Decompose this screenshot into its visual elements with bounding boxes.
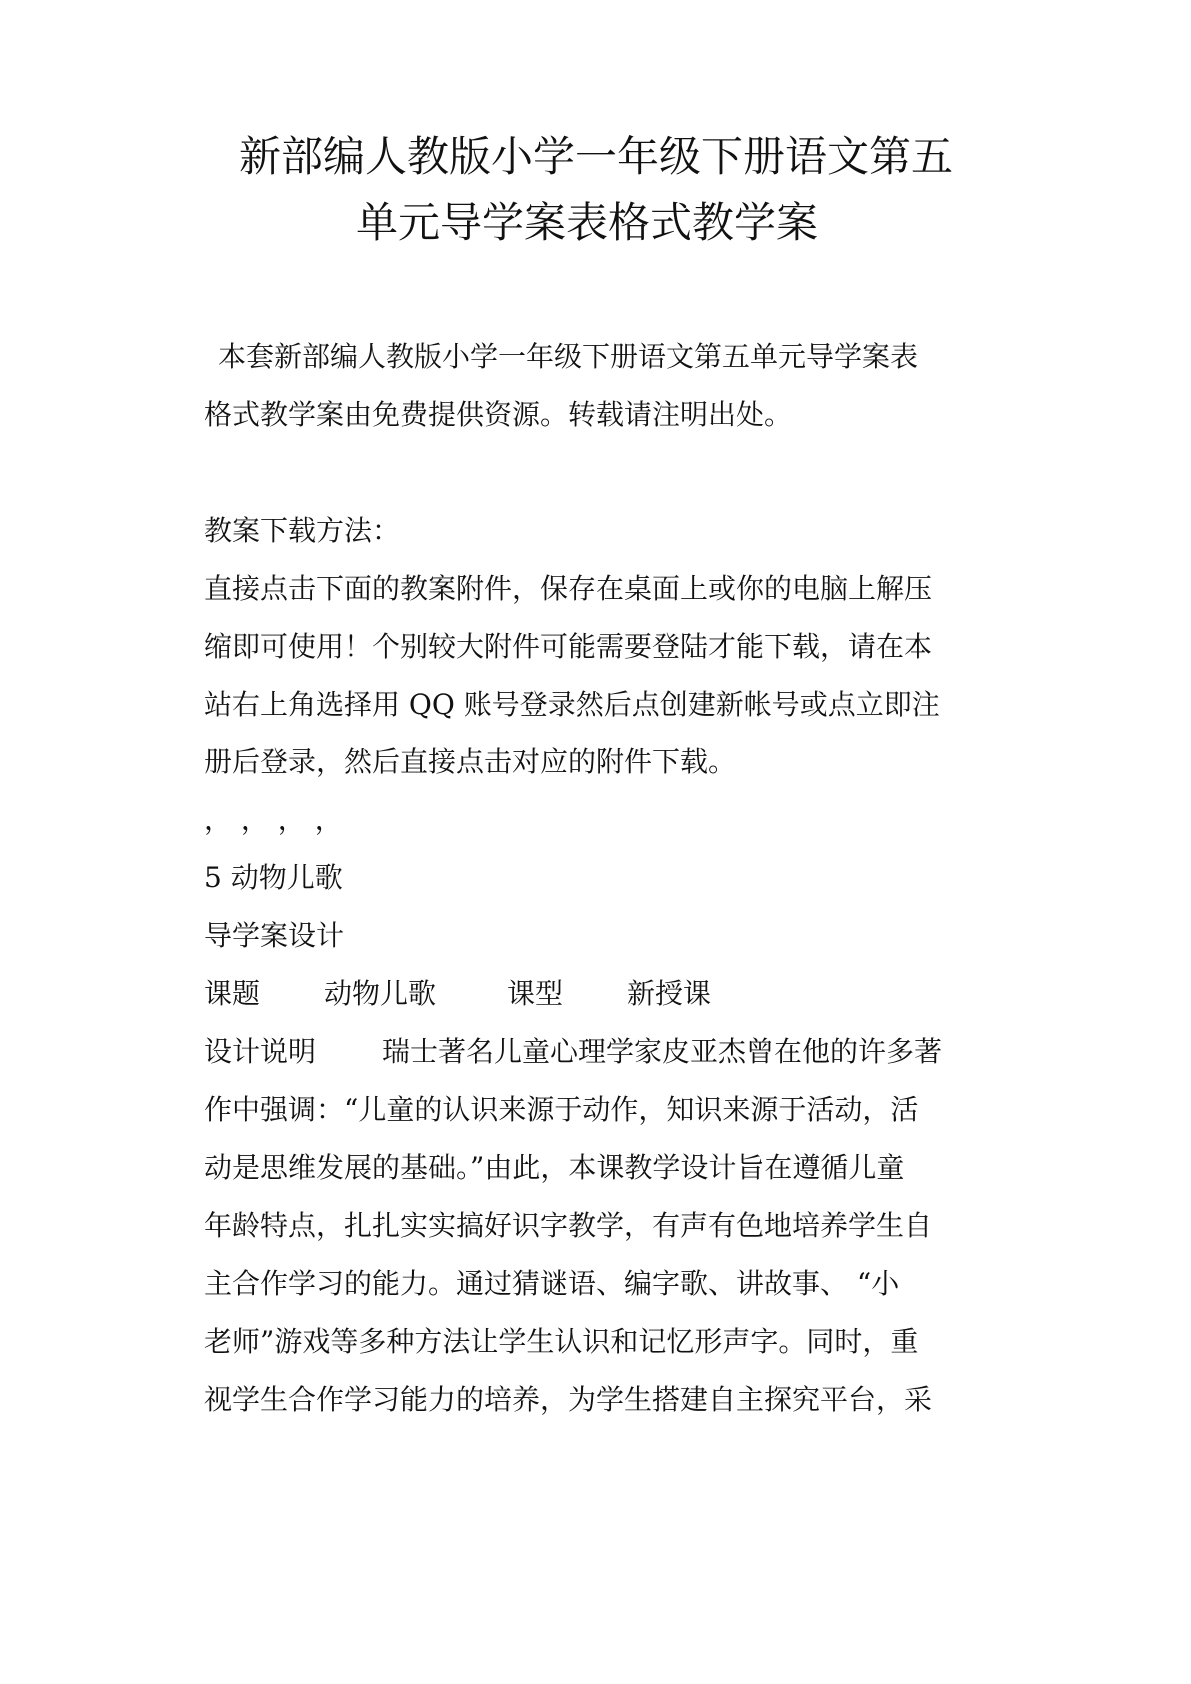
- type-label: 课型: [507, 977, 564, 1010]
- design-line-2: 作中强调：“儿童的认识来源于动作，知识来源于活动，活: [204, 1093, 919, 1126]
- download-line-1: 直接点击下面的教案附件，保存在桌面上或你的电脑上解压: [204, 572, 933, 605]
- design-line-5: 主合作学习的能力。通过猜谜语、编字歌、讲故事、 “小: [204, 1267, 900, 1300]
- separator-commas: ， ， ， ，: [204, 803, 343, 836]
- download-line-3: 站右上角选择用 QQ 账号登录然后点创建新帐号或点立即注: [204, 688, 940, 721]
- document-title-line-2: 单元导学案表格式教学案: [356, 198, 819, 247]
- design-first-line: [204, 1035, 942, 1069]
- download-line-4: 册后登录，然后直接点击对应的附件下载。: [204, 745, 737, 778]
- download-line-2: 缩即可使用！个别较大附件可能需要登陆才能下载，请在本: [204, 630, 933, 663]
- intro-line-1: 本套新部编人教版小学一年级下册语文第五单元导学案表: [218, 340, 919, 373]
- type-value: 新授课: [627, 977, 712, 1010]
- design-line-7: 视学生合作学习能力的培养，为学生搭建自主探究平台，采: [204, 1383, 933, 1416]
- design-line-6: 老师”游戏等多种方法让学生认识和记忆形声字。同时，重: [204, 1325, 919, 1358]
- section-title: 导学案设计: [204, 919, 345, 952]
- intro-line-2: 格式教学案由免费提供资源。转载请注明出处。: [204, 398, 793, 431]
- design-line-4: 年龄特点，扎扎实实搞好识字教学，有声有色地培养学生自: [204, 1209, 933, 1242]
- design-label: 设计说明: [204, 1035, 317, 1068]
- document-title-line-1: 新部编人教版小学一年级下册语文第五: [239, 132, 954, 181]
- lesson-number-title: 5 动物儿歌: [204, 861, 343, 894]
- topic-value: 动物儿歌: [324, 977, 437, 1010]
- design-line-1: 瑞士著名儿童心理学家皮亚杰曾在他的许多著: [382, 1035, 943, 1068]
- topic-label: 课题: [204, 977, 261, 1010]
- download-heading: 教案下载方法：: [204, 514, 401, 547]
- lesson-info-row: [204, 977, 711, 1011]
- design-line-3: 动是思维发展的基础。”由此，本课教学设计旨在遵循儿童: [204, 1151, 905, 1184]
